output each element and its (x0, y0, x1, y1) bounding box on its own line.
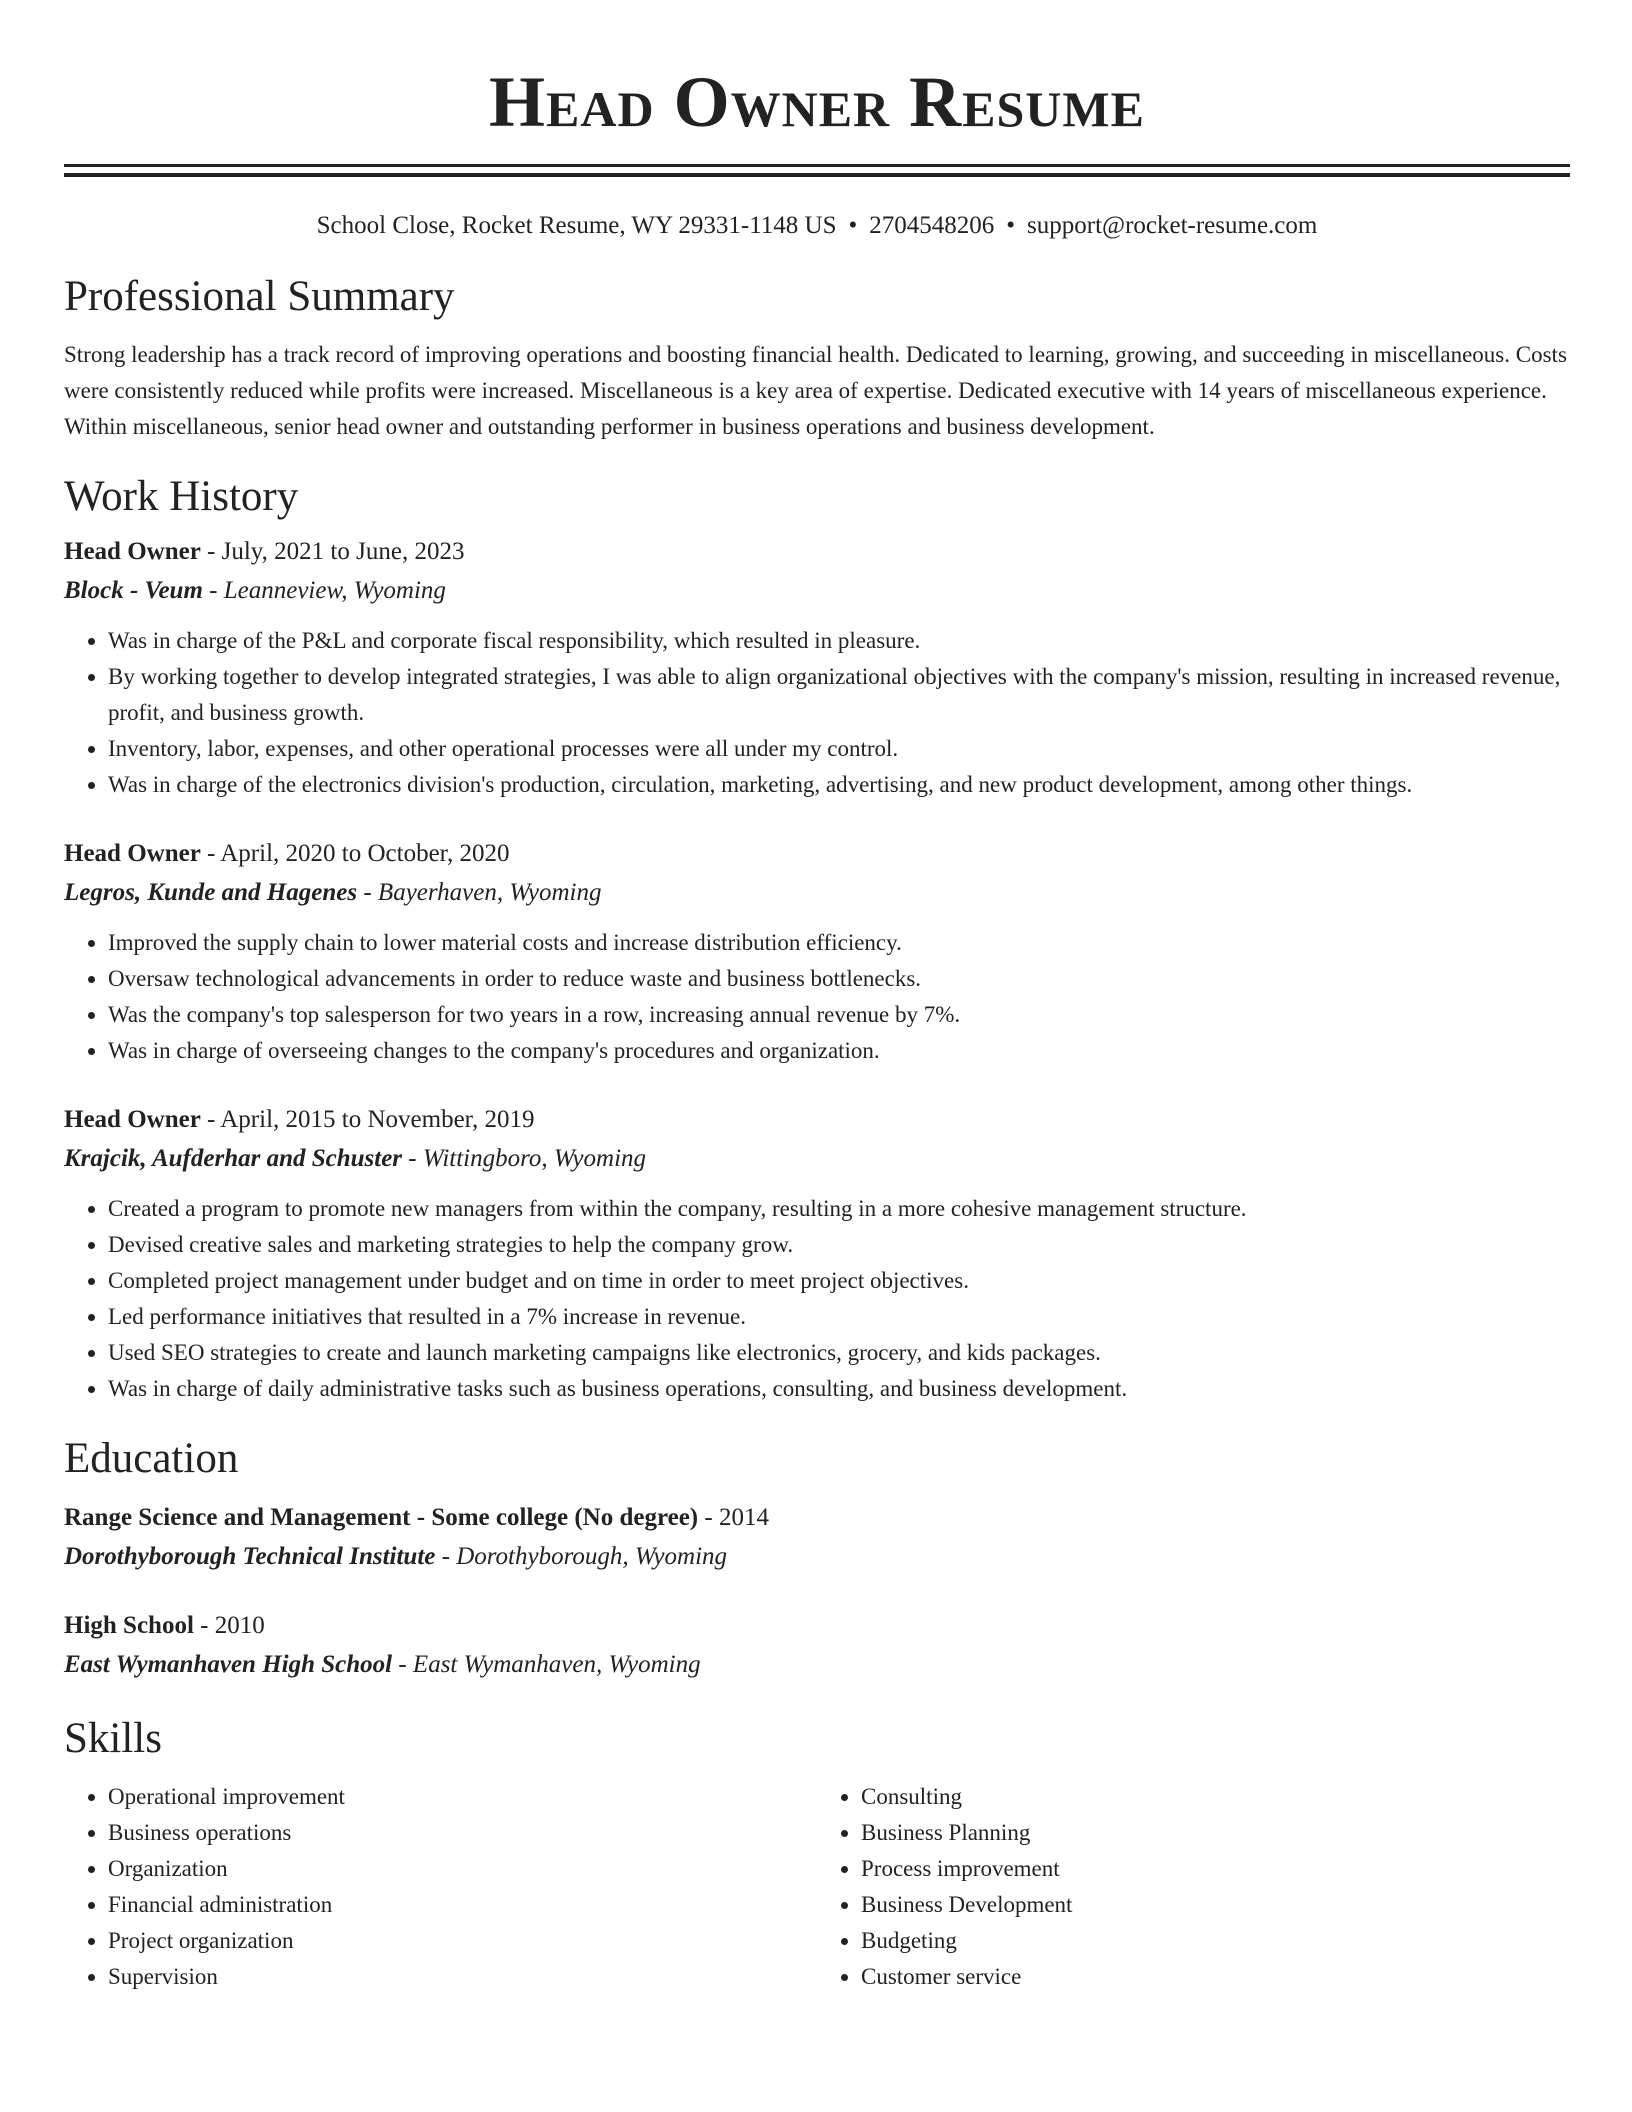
job-bullet: • Led performance initiatives that resulted in a 7% increase in revenue. (108, 1299, 1570, 1335)
job-header (64, 1101, 1570, 1139)
job-dates: July, 2021 to June, 2023 (221, 538, 465, 565)
dash-separator: - (207, 840, 216, 867)
job-bullets (64, 925, 1570, 1069)
education-school: Dorothyborough Technical Institute (64, 1543, 436, 1570)
contact-address: School Close, Rocket Resume, WY 29331-1148 US (316, 212, 837, 239)
dash-separator: - (209, 577, 218, 604)
education-school-line (64, 1537, 1570, 1577)
job-company: Krajcik, Aufderhar and Schuster (64, 1145, 403, 1172)
job-bullet: • Improved the supply chain to lower material costs and increase distribution efficiency. (108, 925, 1570, 961)
dash-separator: - (363, 879, 372, 906)
skill-item: • Project organization (108, 1923, 817, 1959)
job-bullets (64, 623, 1570, 803)
education-location: Dorothyborough, Wyoming (456, 1543, 728, 1570)
summary-text: Strong leadership has a track record of improving operations and boosting financial health. Dedicated to learning, growing, and succeeding in miscellaneous. Costs were consistently reduced while profits were increased. Miscellaneous is a key area of expertise. Dedicated executive with 14 years of miscellaneous experience. Within miscellaneous, senior head owner and outstanding performer in business operations and business development. (64, 342, 1567, 439)
skill-item: • Supervision (108, 1959, 817, 1995)
dash-separator: - (704, 1504, 713, 1531)
contact-separator: • (848, 212, 858, 239)
skill-item: • Financial administration (108, 1887, 817, 1923)
skills-column-left (64, 1779, 817, 1995)
job-bullet: • By working together to develop integrated strategies, I was able to align organizational objectives with the company's mission, resulting in increased revenue, profit, and business growth. (108, 659, 1570, 731)
job-title: Head Owner (64, 538, 201, 565)
education-header (64, 1607, 1570, 1645)
job-bullets (64, 1191, 1570, 1407)
dash-separator: - (207, 538, 216, 565)
education-degree: Range Science and Management - Some college (No degree) (64, 1504, 699, 1531)
job-entry (64, 533, 1570, 803)
job-bullet: • Inventory, labor, expenses, and other operational processes were all under my control. (108, 731, 1570, 767)
contact-phone: 2704548206 (869, 212, 995, 239)
job-title: Head Owner (64, 1106, 201, 1133)
education-header (64, 1499, 1570, 1537)
job-dates: April, 2015 to November, 2019 (220, 1106, 535, 1133)
title-divider-bottom (64, 173, 1570, 177)
education-school: East Wymanhaven High School (64, 1651, 393, 1678)
contact-separator: • (1006, 212, 1016, 239)
job-entry (64, 1101, 1570, 1407)
skill-item: • Customer service (861, 1959, 1570, 1995)
education-entry (64, 1607, 1570, 1685)
education-entry (64, 1499, 1570, 1577)
dash-separator: - (207, 1106, 216, 1133)
job-bullet: • Used SEO strategies to create and launch marketing campaigns like electronics, grocery, and kids packages. (108, 1335, 1570, 1371)
title-divider-top (64, 164, 1570, 167)
job-employer (64, 1139, 1570, 1179)
education-year: 2014 (718, 1504, 769, 1531)
dash-separator: - (200, 1612, 209, 1639)
job-employer (64, 873, 1570, 913)
job-location: Wittingboro, Wyoming (422, 1145, 647, 1172)
job-bullet: • Was in charge of the P&L and corporate fiscal responsibility, which resulted in pleasure. (108, 623, 1570, 659)
job-bullet: • Devised creative sales and marketing strategies to help the company grow. (108, 1227, 1570, 1263)
skill-item: • Process improvement (861, 1851, 1570, 1887)
skill-item: • Operational improvement (108, 1779, 817, 1815)
skills-heading: Skills (64, 1715, 162, 1762)
resume-title: Head Owner Resume (489, 62, 1145, 142)
job-company: Legros, Kunde and Hagenes (64, 879, 358, 906)
job-header (64, 533, 1570, 571)
skill-item: • Budgeting (861, 1923, 1570, 1959)
job-employer (64, 571, 1570, 611)
dash-separator: - (408, 1145, 417, 1172)
skills-grid (64, 1779, 1570, 1995)
job-bullet: • Oversaw technological advancements in order to reduce waste and business bottlenecks. (108, 961, 1570, 997)
summary-heading: Professional Summary (64, 273, 455, 320)
dash-separator: - (441, 1543, 450, 1570)
job-entry (64, 835, 1570, 1069)
education-location: East Wymanhaven, Wyoming (412, 1651, 701, 1678)
skill-item: • Consulting (861, 1779, 1570, 1815)
dash-separator: - (398, 1651, 407, 1678)
resume-page (64, 0, 1570, 1995)
job-location: Bayerhaven, Wyoming (377, 879, 602, 906)
skill-item: • Business Development (861, 1887, 1570, 1923)
job-bullet: • Created a program to promote new managers from within the company, resulting in a more cohesive management structure. (108, 1191, 1570, 1227)
job-title: Head Owner (64, 840, 201, 867)
job-bullet: • Was in charge of overseeing changes to the company's procedures and organization. (108, 1033, 1570, 1069)
job-dates: April, 2020 to October, 2020 (220, 840, 510, 867)
job-bullet: • Was in charge of the electronics division's production, circulation, marketing, advertising, and new product development, among other things. (108, 767, 1570, 803)
education-heading: Education (64, 1435, 239, 1482)
contact-line (64, 211, 1570, 241)
skills-column-right (817, 1779, 1570, 1995)
skill-item: • Business operations (108, 1815, 817, 1851)
job-bullet: • Was the company's top salesperson for two years in a row, increasing annual revenue by 7%. (108, 997, 1570, 1033)
education-school-line (64, 1645, 1570, 1685)
job-location: Leanneview, Wyoming (223, 577, 446, 604)
education-year: 2010 (214, 1612, 265, 1639)
job-bullet: • Was in charge of daily administrative tasks such as business operations, consulting, and business development. (108, 1371, 1570, 1407)
job-bullet: • Completed project management under budget and on time in order to meet project objectives. (108, 1263, 1570, 1299)
work-history-heading: Work History (64, 473, 299, 520)
job-header (64, 835, 1570, 873)
skill-item: • Business Planning (861, 1815, 1570, 1851)
education-degree: High School (64, 1612, 194, 1639)
contact-email: support@rocket-resume.com (1027, 212, 1318, 239)
skill-item: • Organization (108, 1851, 817, 1887)
job-company: Block - Veum (64, 577, 203, 604)
